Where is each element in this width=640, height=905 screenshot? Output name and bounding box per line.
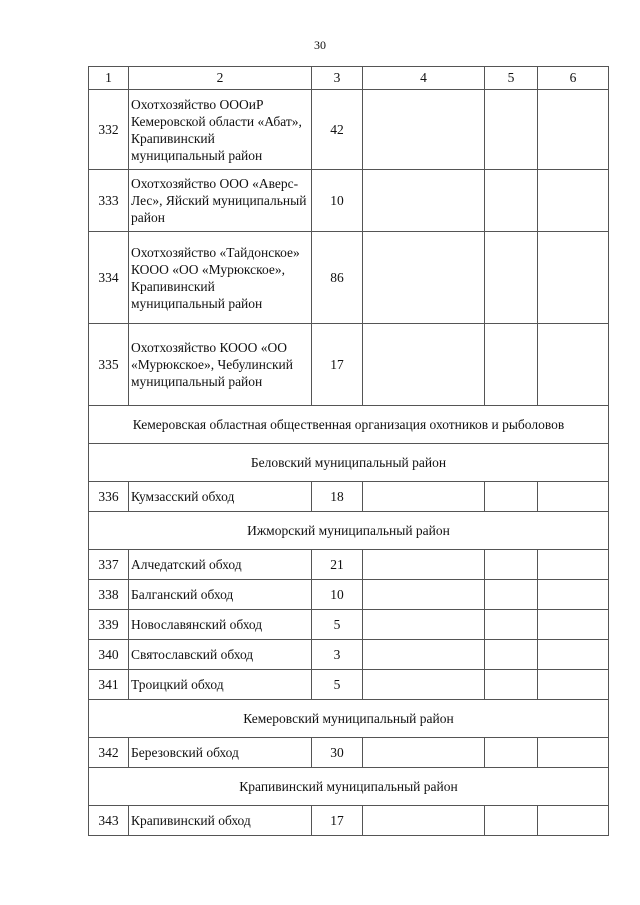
empty-cell [363, 640, 485, 670]
empty-cell [538, 610, 609, 640]
section-heading: Крапивинский муниципальный район [89, 768, 609, 806]
empty-cell [363, 482, 485, 512]
row-name: Алчедатский обход [129, 550, 312, 580]
table-row [89, 232, 609, 324]
row-name: Балганский обход [129, 580, 312, 610]
empty-cell [538, 550, 609, 580]
empty-cell [538, 640, 609, 670]
table-row [89, 90, 609, 170]
section-heading: Кемеровский муниципальный район [89, 700, 609, 738]
row-name: Новославянский обход [129, 610, 312, 640]
section-row [89, 512, 609, 550]
empty-cell [363, 324, 485, 406]
empty-cell [538, 90, 609, 170]
empty-cell [485, 90, 538, 170]
empty-cell [485, 324, 538, 406]
empty-cell [538, 580, 609, 610]
row-number: 340 [89, 640, 129, 670]
empty-cell [363, 806, 485, 836]
table-row [89, 806, 609, 836]
table-row [89, 324, 609, 406]
row-name: Охотхозяйство «Тайдонское» КООО «ОО «Мурюкское», Крапивинский муниципальный район [129, 232, 312, 324]
row-value: 30 [312, 738, 363, 768]
empty-cell [363, 738, 485, 768]
table-row [89, 550, 609, 580]
column-header: 2 [129, 67, 312, 90]
row-value: 17 [312, 806, 363, 836]
row-name: Кумзасский обход [129, 482, 312, 512]
table-row [89, 670, 609, 700]
row-value: 17 [312, 324, 363, 406]
empty-cell [538, 232, 609, 324]
row-number: 333 [89, 170, 129, 232]
empty-cell [363, 580, 485, 610]
row-number: 334 [89, 232, 129, 324]
row-value: 3 [312, 640, 363, 670]
empty-cell [485, 232, 538, 324]
column-header: 4 [363, 67, 485, 90]
row-name: Березовский обход [129, 738, 312, 768]
empty-cell [363, 90, 485, 170]
row-number: 343 [89, 806, 129, 836]
section-heading: Беловский муниципальный район [89, 444, 609, 482]
section-row [89, 700, 609, 738]
column-header: 6 [538, 67, 609, 90]
row-value: 86 [312, 232, 363, 324]
empty-cell [485, 738, 538, 768]
row-name: Охотхозяйство КООО «ОО «Мурюкское», Чебулинский муниципальный район [129, 324, 312, 406]
row-number: 339 [89, 610, 129, 640]
table-row [89, 738, 609, 768]
empty-cell [363, 550, 485, 580]
empty-cell [485, 610, 538, 640]
row-name: Святославский обход [129, 640, 312, 670]
empty-cell [363, 232, 485, 324]
empty-cell [485, 670, 538, 700]
empty-cell [538, 670, 609, 700]
row-number: 338 [89, 580, 129, 610]
section-heading: Кемеровская областная общественная организация охотников и рыболовов [89, 406, 609, 444]
row-number: 337 [89, 550, 129, 580]
empty-cell [538, 738, 609, 768]
empty-cell [363, 610, 485, 640]
empty-cell [485, 580, 538, 610]
row-value: 5 [312, 670, 363, 700]
page-number: 30 [314, 38, 326, 52]
row-number: 336 [89, 482, 129, 512]
row-name: Охотхозяйство ОООиР Кемеровской области «Абат», Крапивинский муниципальный район [129, 90, 312, 170]
empty-cell [485, 806, 538, 836]
row-value: 42 [312, 90, 363, 170]
empty-cell [485, 550, 538, 580]
empty-cell [538, 482, 609, 512]
row-value: 10 [312, 580, 363, 610]
section-heading: Ижморский муниципальный район [89, 512, 609, 550]
row-value: 5 [312, 610, 363, 640]
row-number: 341 [89, 670, 129, 700]
empty-cell [538, 170, 609, 232]
row-number: 332 [89, 90, 129, 170]
column-header: 1 [89, 67, 129, 90]
column-header: 3 [312, 67, 363, 90]
empty-cell [538, 324, 609, 406]
section-row [89, 444, 609, 482]
table-header-row [89, 67, 609, 90]
empty-cell [363, 670, 485, 700]
table-row [89, 482, 609, 512]
row-name: Крапивинский обход [129, 806, 312, 836]
row-value: 18 [312, 482, 363, 512]
empty-cell [485, 170, 538, 232]
empty-cell [363, 170, 485, 232]
row-name: Охотхозяйство ООО «Аверс-Лес», Яйский муниципальный район [129, 170, 312, 232]
row-value: 10 [312, 170, 363, 232]
empty-cell [538, 806, 609, 836]
section-row [89, 406, 609, 444]
table-row [89, 580, 609, 610]
table-row [89, 610, 609, 640]
row-name: Троицкий обход [129, 670, 312, 700]
section-row [89, 768, 609, 806]
table-row [89, 170, 609, 232]
row-number: 335 [89, 324, 129, 406]
empty-cell [485, 482, 538, 512]
hunting-grounds-table [88, 66, 609, 836]
table-row [89, 640, 609, 670]
row-value: 21 [312, 550, 363, 580]
empty-cell [485, 640, 538, 670]
row-number: 342 [89, 738, 129, 768]
column-header: 5 [485, 67, 538, 90]
